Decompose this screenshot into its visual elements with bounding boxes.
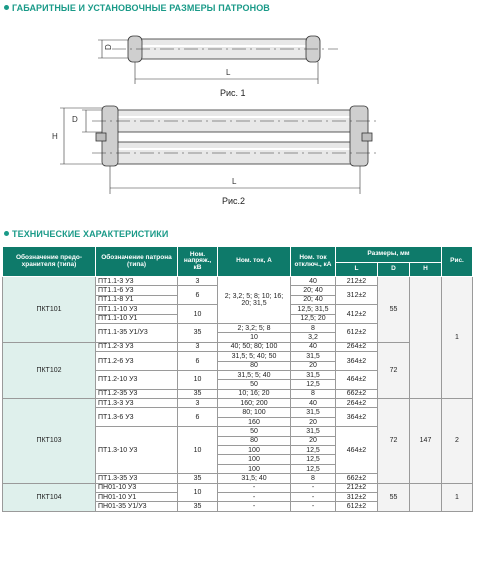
cartridge-cell: ПТ1.2-10 У3 xyxy=(96,370,178,389)
breaking-cell: 31,5 xyxy=(291,352,336,361)
l-cell: 264±2 xyxy=(336,342,378,351)
current-cell: 40; 50; 80; 100 xyxy=(218,342,291,351)
breaking-cell: 12,5; 20 xyxy=(291,314,336,323)
d-cell: 55 xyxy=(378,483,410,511)
fig1-l-label: L xyxy=(226,68,231,77)
current-cell: 80; 100 xyxy=(218,408,291,417)
h-cell xyxy=(410,277,442,399)
current-cell: - xyxy=(218,502,291,511)
voltage-cell: 3 xyxy=(178,399,218,408)
voltage-cell: 35 xyxy=(178,474,218,483)
voltage-cell: 10 xyxy=(178,427,218,474)
breaking-cell: 8 xyxy=(291,389,336,398)
bullet-icon xyxy=(4,231,9,236)
current-cell: 100 xyxy=(218,455,291,464)
voltage-cell: 6 xyxy=(178,352,218,371)
current-cell: 160; 200 xyxy=(218,399,291,408)
current-cell: 80 xyxy=(218,436,291,445)
current-cell: 2; 3,2; 5; 8 xyxy=(218,323,291,332)
header-current: Ном. ток, А xyxy=(218,247,291,277)
voltage-cell: 6 xyxy=(178,286,218,305)
specs-table xyxy=(2,246,473,512)
cartridge-cell: ПН01-35 У1/У3 xyxy=(96,502,178,511)
section-title-text: ТЕХНИЧЕСКИЕ ХАРАКТЕРИСТИКИ xyxy=(12,229,169,239)
breaking-cell: 20 xyxy=(291,417,336,426)
d-cell: 55 xyxy=(378,277,410,343)
header-sizes: Размеры, мм xyxy=(336,247,442,263)
breaking-cell: 12,5 xyxy=(291,455,336,464)
current-cell: 100 xyxy=(218,464,291,473)
fuse-type: ПКТ102 xyxy=(3,342,96,398)
fuse-type: ПКТ104 xyxy=(3,483,96,511)
cartridge-cell: ПТ1.3-3 У3 xyxy=(96,399,178,408)
l-cell: 212±2 xyxy=(336,277,378,286)
l-cell: 612±2 xyxy=(336,323,378,342)
voltage-cell: 6 xyxy=(178,408,218,427)
cartridge-cell: ПТ1.2-6 У3 xyxy=(96,352,178,371)
cartridge-cell: ПТ1.1-35 У1/У3 xyxy=(96,323,178,342)
voltage-cell: 10 xyxy=(178,483,218,502)
bullet-icon xyxy=(4,5,9,10)
d-cell: 72 xyxy=(378,342,410,398)
voltage-cell: 35 xyxy=(178,389,218,398)
voltage-cell: 3 xyxy=(178,342,218,351)
current-cell: 10 xyxy=(218,333,291,342)
breaking-cell: 3,2 xyxy=(291,333,336,342)
current-cell: - xyxy=(218,492,291,501)
fig2-d-label: D xyxy=(72,115,78,124)
breaking-cell: 12,5 xyxy=(291,446,336,455)
voltage-cell: 35 xyxy=(178,502,218,511)
cartridge-cell: ПТ1.3-10 У3 xyxy=(96,427,178,474)
breaking-cell: 31,5 xyxy=(291,370,336,379)
l-cell: 364±2 xyxy=(336,408,378,427)
cartridge-cell: ПТ1.3-6 У3 xyxy=(96,408,178,427)
fig-cell: 1 xyxy=(442,483,473,511)
l-cell: 464±2 xyxy=(336,370,378,389)
breaking-cell: 8 xyxy=(291,323,336,332)
voltage-cell: 3 xyxy=(178,277,218,286)
cartridge-cell: ПТ1.1-10 У3 xyxy=(96,305,178,314)
table-row xyxy=(3,483,473,492)
current-cell: 31,5; 5; 40; 50 xyxy=(218,352,291,361)
current-cell: 31,5; 5; 40 xyxy=(218,370,291,379)
breaking-cell: 20 xyxy=(291,361,336,370)
cartridge-cell: ПН01-10 У3 xyxy=(96,483,178,492)
header-d: D xyxy=(378,263,410,277)
current-cell: 50 xyxy=(218,427,291,436)
fig1-d-label: D xyxy=(104,44,113,50)
l-cell: 412±2 xyxy=(336,305,378,324)
cartridge-cell: ПН01-10 У1 xyxy=(96,492,178,501)
l-cell: 264±2 xyxy=(336,399,378,408)
l-cell: 662±2 xyxy=(336,389,378,398)
fig-cell: 1 xyxy=(442,277,473,399)
h-cell: 147 xyxy=(410,399,442,484)
breaking-cell: 40 xyxy=(291,277,336,286)
cartridge-cell: ПТ1.1-10 У1 xyxy=(96,314,178,323)
breaking-cell: 12,5; 31,5 xyxy=(291,305,336,314)
breaking-cell: 20; 40 xyxy=(291,286,336,295)
header-voltage: Ном. напряж., кВ xyxy=(178,247,218,277)
fig1-caption: Рис. 1 xyxy=(220,88,246,98)
breaking-cell: 8 xyxy=(291,474,336,483)
section-title-dimensions xyxy=(4,3,270,13)
l-cell: 464±2 xyxy=(336,427,378,474)
l-cell: 212±2 xyxy=(336,483,378,492)
header-cartridge: Обозначение патрона (типа) xyxy=(96,247,178,277)
cartridge-cell: ПТ1.1-3 У3 xyxy=(96,277,178,286)
current-cell: 50 xyxy=(218,380,291,389)
table-row xyxy=(3,399,473,408)
cartridge-cell: ПТ1.1-6 У3 xyxy=(96,286,178,295)
fig2-caption: Рис.2 xyxy=(222,196,246,206)
header-fig: Рис. xyxy=(442,247,473,277)
cartridge-cell: ПТ1.3-35 У3 xyxy=(96,474,178,483)
breaking-cell: 40 xyxy=(291,399,336,408)
d-cell: 72 xyxy=(378,399,410,484)
figure-2-double-cartridge xyxy=(60,106,378,194)
header-breaking: Ном. ток отключ., кА xyxy=(291,247,336,277)
breaking-cell: 31,5 xyxy=(291,408,336,417)
fuse-type: ПКТ103 xyxy=(3,399,96,484)
table-row xyxy=(3,277,473,286)
header-h: H xyxy=(410,263,442,277)
breaking-cell: 12,5 xyxy=(291,380,336,389)
fig2-h-label: H xyxy=(52,132,58,141)
breaking-cell: 31,5 xyxy=(291,427,336,436)
fig2-l-label: L xyxy=(232,177,237,186)
breaking-cell: 40 xyxy=(291,342,336,351)
table-row xyxy=(3,342,473,351)
l-cell: 662±2 xyxy=(336,474,378,483)
current-cell: - xyxy=(218,483,291,492)
l-cell: 312±2 xyxy=(336,286,378,305)
current-cell: 100 xyxy=(218,446,291,455)
current-cell: 2; 3,2; 5; 8; 10; 16; 20; 31,5 xyxy=(218,277,291,324)
breaking-cell: 20 xyxy=(291,436,336,445)
cartridge-cell: ПТ1.1-8 У1 xyxy=(96,295,178,304)
l-cell: 312±2 xyxy=(336,492,378,501)
h-cell xyxy=(410,483,442,511)
dimension-drawings xyxy=(0,14,480,210)
breaking-cell: - xyxy=(291,483,336,492)
voltage-cell: 10 xyxy=(178,305,218,324)
voltage-cell: 35 xyxy=(178,323,218,342)
current-cell: 160 xyxy=(218,417,291,426)
fig-cell: 2 xyxy=(442,399,473,484)
header-l: L xyxy=(336,263,378,277)
fuse-type: ПКТ101 xyxy=(3,277,96,343)
breaking-cell: 12,5 xyxy=(291,464,336,473)
header-fuse: Обозначение предо-хранителя (типа) xyxy=(3,247,96,277)
voltage-cell: 10 xyxy=(178,370,218,389)
current-cell: 10; 16; 20 xyxy=(218,389,291,398)
figure-1-cartridge xyxy=(98,36,338,84)
current-cell: 31,5; 40 xyxy=(218,474,291,483)
breaking-cell: - xyxy=(291,502,336,511)
current-cell: 80 xyxy=(218,361,291,370)
breaking-cell: - xyxy=(291,492,336,501)
breaking-cell: 20; 40 xyxy=(291,295,336,304)
section-title-text: ГАБАРИТНЫЕ И УСТАНОВОЧНЫЕ РАЗМЕРЫ ПАТРОНОВ xyxy=(12,3,270,13)
section-title-characteristics xyxy=(4,229,168,239)
cartridge-cell: ПТ1.2-3 У3 xyxy=(96,342,178,351)
cartridge-cell: ПТ1.2-35 У3 xyxy=(96,389,178,398)
l-cell: 364±2 xyxy=(336,352,378,371)
l-cell: 612±2 xyxy=(336,502,378,511)
